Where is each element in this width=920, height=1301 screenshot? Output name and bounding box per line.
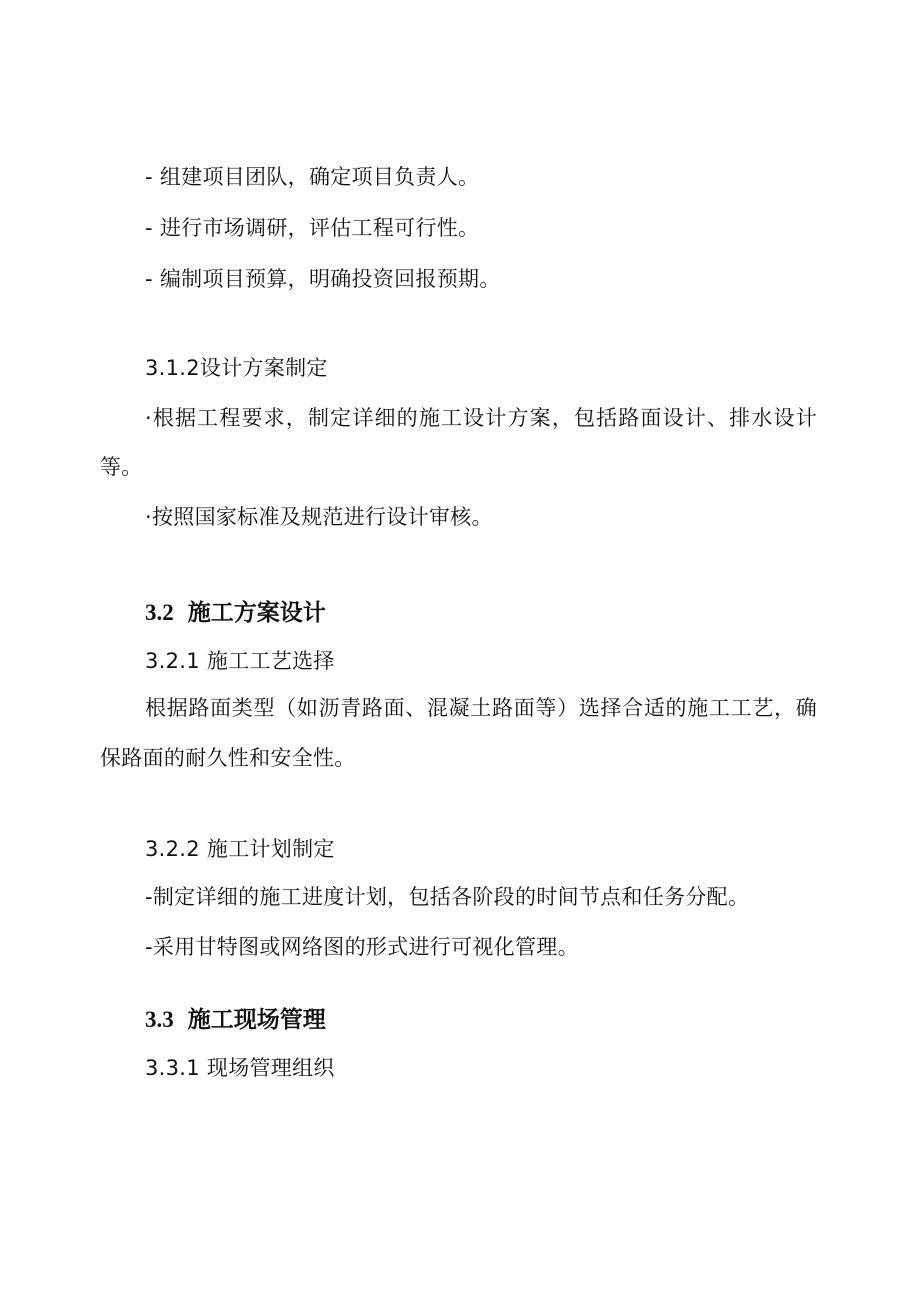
paragraph-line: 根据路面类型（如沥青路面、混凝土路面等）选择合适的施工工艺，确 [145,696,817,720]
paragraph-line: ·按照国家标准及规范进行设计审核。 [145,505,493,529]
paragraph-line: 保路面的耐久性和安全性。 [100,746,356,770]
paragraph-line: ·根据工程要求，制定详细的施工设计方案，包括路面设计、排水设计 [145,406,817,430]
list-item: -采用甘特图或网络图的形式进行可视化管理。 [145,935,579,959]
section-heading-3-3 [145,1004,326,1036]
list-item: -制定详细的施工进度计划，包括各阶段的时间节点和任务分配。 [145,885,750,909]
section-title: 施工现场管理 [187,1007,326,1033]
subsection-title-3-1-2: 3.1.2设计方案制定 [145,356,328,380]
bullet-item: - 组建项目团队，确定项目负责人。 [145,165,480,189]
subsection-title-3-3-1: 3.3.1 现场管理组织 [145,1056,335,1080]
bullet-item: - 编制项目预算，明确投资回报预期。 [145,267,501,291]
subsection-title-3-2-2: 3.2.2 施工计划制定 [145,837,335,861]
subsection-title-3-2-1: 3.2.1 施工工艺选择 [145,649,335,673]
section-heading-3-2 [145,597,326,629]
paragraph-line: 等。 [100,455,143,479]
section-number: 3.2 [145,600,174,625]
section-title: 施工方案设计 [187,600,326,626]
bullet-item: - 进行市场调研，评估工程可行性。 [145,216,480,240]
section-number: 3.3 [145,1007,174,1032]
